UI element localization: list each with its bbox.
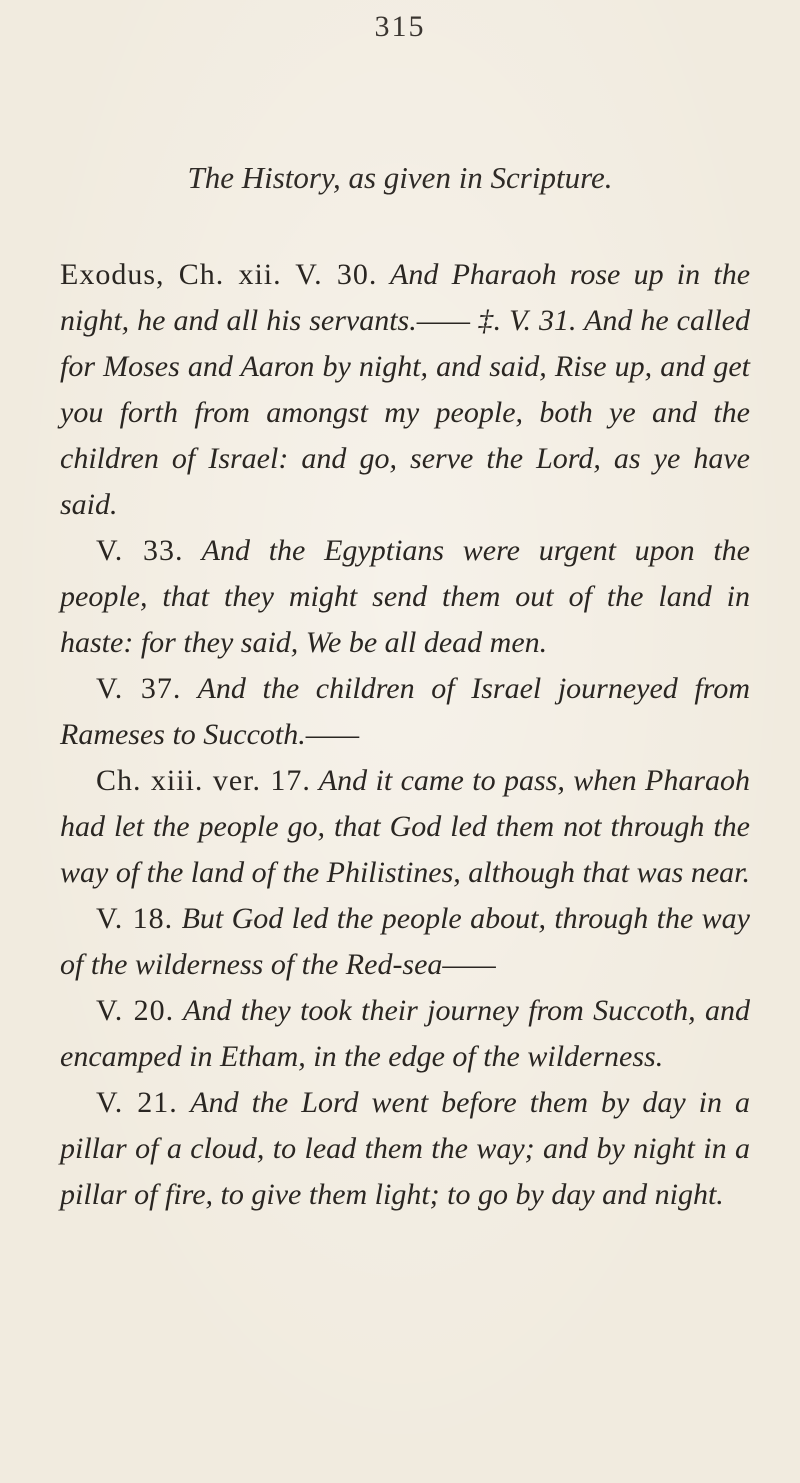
verse-text: And Pharaoh rose up in the night, he and all his servants.—— ‡. V. 31. And he called for Moses and Aaron by night, and said, Rise up, and get you forth from amongst my people, both ye and the children of Israel: and go, serve the Lord, as ye have said. xyxy=(60,258,751,521)
verse-text: And the children of Israel journeyed from Rameses to Succoth.—— xyxy=(60,672,750,751)
verse-reference: V. 33. xyxy=(96,534,184,567)
running-head: The History, as given in Scripture. xyxy=(187,160,613,195)
verse-reference: Exodus, Ch. xii. V. 30. xyxy=(60,258,378,291)
verse-text: And the Egyptians were urgent upon the people, that they might send them out of the land in haste: for they said, We be all dead men. xyxy=(60,534,750,659)
paragraph-verse-18 xyxy=(60,896,750,988)
paragraph-verse-33 xyxy=(60,528,750,666)
paragraph-verse-20 xyxy=(60,988,750,1080)
paragraph-exodus-12-30 xyxy=(60,252,750,528)
paragraph-ch13-verse-17 xyxy=(60,758,750,896)
verse-text: And the Lord went before them by day in a pillar of a cloud, to lead them the way; and by night in a pillar of fire, to give them light; to go by day and night. xyxy=(60,1086,750,1211)
paragraph-verse-37 xyxy=(60,666,750,758)
paragraph-verse-21 xyxy=(60,1080,750,1218)
page-number: 315 xyxy=(374,10,426,43)
verse-text: But God led the people about, through the way of the wilderness of the Red-sea—— xyxy=(60,902,750,981)
verse-text: And they took their journey from Succoth, and encamped in Etham, in the edge of the wilderness. xyxy=(60,994,750,1073)
verse-reference: Ch. xiii. ver. 17. xyxy=(96,764,311,797)
verse-reference: V. 20. xyxy=(96,994,175,1027)
verse-reference: V. 18. xyxy=(96,902,174,935)
verse-text: And it came to pass, when Pharaoh had let the people go, that God led them not through the way of the land of the Philistines, although that was near. xyxy=(60,764,750,889)
verse-reference: V. 21. xyxy=(96,1086,178,1119)
verse-reference: V. 37. xyxy=(96,672,182,705)
scripture-text xyxy=(60,252,750,1218)
